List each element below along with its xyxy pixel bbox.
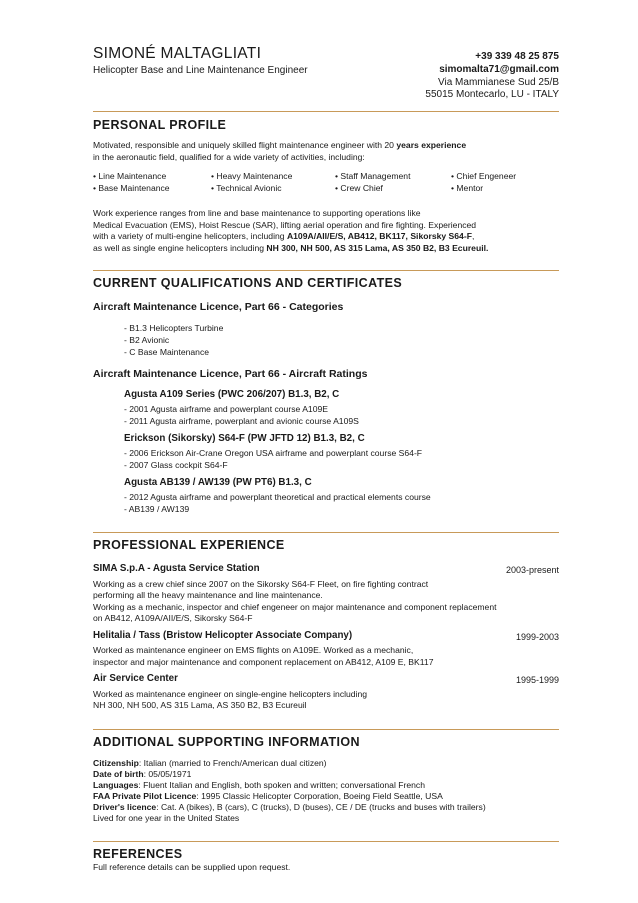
ratings-title: Aircraft Maintenance Licence, Part 66 - Aircraft Ratings xyxy=(93,368,368,380)
experience-summary-line: with a variety of multi-engine helicopters, including A109A/AII/E/S, AB412, BK117, Sikorsky S64-F, xyxy=(93,231,475,241)
aircraft-course-item: - 2006 Erickson Air-Crane Oregon USA airframe and powerplant course S64-F xyxy=(124,448,423,458)
address-line-2: 55015 Montecarlo, LU - ITALY xyxy=(425,89,559,100)
aircraft-course-item: - AB139 / AW139 xyxy=(124,504,190,514)
category-item: - B1.3 Helicopters Turbine xyxy=(124,323,224,333)
email[interactable]: simomalta71@gmail.com xyxy=(439,64,559,75)
section-heading-experience: PROFESSIONAL EXPERIENCE xyxy=(93,538,285,552)
aircraft-rating-title: Erickson (Sikorsky) S64-F (PW JFTD 12) B1.3, B2, C xyxy=(124,433,365,444)
address-line-1: Via Mammianese Sud 25/B xyxy=(438,77,559,88)
section-heading-profile: PERSONAL PROFILE xyxy=(93,118,227,132)
skill-item: • Technical Avionic xyxy=(211,183,282,193)
job-company: SIMA S.p.A - Agusta Service Station xyxy=(93,563,260,574)
candidate-name: SIMONÉ MALTAGLIATI xyxy=(93,45,262,62)
job-description-line: Worked as maintenance engineer on EMS flights on A109E. Worked as a mechanic, xyxy=(93,645,414,655)
skill-item: • Heavy Maintenance xyxy=(211,171,293,181)
references-text: Full reference details can be supplied upon request. xyxy=(93,862,291,872)
job-title: Helicopter Base and Line Maintenance Engineer xyxy=(93,65,308,76)
aircraft-course-item: - 2007 Glass cockpit S64-F xyxy=(124,460,228,470)
phone: +39 339 48 25 875 xyxy=(475,51,559,62)
job-company: Air Service Center xyxy=(93,673,178,684)
job-description-line: inspector and major maintenance and component replacement on AB412, A109 E, BK117 xyxy=(93,657,434,667)
aircraft-course-item: - 2012 Agusta airframe and powerplant theoretical and practical elements course xyxy=(124,492,431,502)
section-heading-additional: ADDITIONAL SUPPORTING INFORMATION xyxy=(93,735,360,749)
info-row: FAA Private Pilot Licence: 1995 Classic Helicopter Corporation, Boeing Field Seattle, USA xyxy=(93,791,443,801)
job-description-line: Worked as maintenance engineer on single-engine helicopters including xyxy=(93,689,368,699)
skill-item: • Line Maintenance xyxy=(93,171,167,181)
experience-summary-line: Medical Evacuation (EMS), Hoist Rescue (SAR), lifting aerial operation and fire fighting. Experienced xyxy=(93,220,477,230)
skill-item: • Chief Engeneer xyxy=(451,171,517,181)
experience-summary-line: Work experience ranges from line and base maintenance to supporting operations like xyxy=(93,208,421,218)
skill-item: • Mentor xyxy=(451,183,484,193)
info-row: Date of birth: 05/05/1971 xyxy=(93,769,192,779)
profile-intro-line-2: in the aeronautic field, qualified for a wide variety of activities, including: xyxy=(93,152,365,162)
job-dates: 1999-2003 xyxy=(515,632,559,642)
section-divider xyxy=(93,729,559,730)
aircraft-rating-title: Agusta A109 Series (PWC 206/207) B1.3, B2, C xyxy=(124,389,340,400)
category-item: - C Base Maintenance xyxy=(124,347,210,357)
category-item: - B2 Avionic xyxy=(124,335,170,345)
skill-item: • Base Maintenance xyxy=(93,183,170,193)
experience-summary-line: as well as single engine helicopters including NH 300, NH 500, AS 315 Lama, AS 350 B2, B3 Ecureuil. xyxy=(93,243,489,253)
section-heading-references: REFERENCES xyxy=(93,847,183,861)
section-heading-qualifications: CURRENT QUALIFICATIONS AND CERTIFICATES xyxy=(93,276,403,290)
aircraft-rating-title: Agusta AB139 / AW139 (PW PT6) B1.3, C xyxy=(124,477,312,488)
job-description-line: NH 300, NH 500, AS 315 Lama, AS 350 B2, B3 Ecureuil xyxy=(93,700,307,710)
section-divider xyxy=(93,532,559,533)
aircraft-course-item: - 2011 Agusta airframe, powerplant and avionic course A109S xyxy=(124,416,359,426)
job-description-line: Working as a mechanic, inspector and chief engeneer on major maintenance and component replacement xyxy=(93,602,497,612)
job-description-line: Working as a crew chief since 2007 on the Sikorsky S64-F Fleet, on fire fighting contract xyxy=(93,579,429,589)
job-company: Helitalia / Tass (Bristow Helicopter Associate Company) xyxy=(93,630,353,641)
job-dates: 1995-1999 xyxy=(515,675,559,685)
job-dates: 2003-present xyxy=(505,565,559,575)
job-description-line: on AB412, A109A/AII/E/S, Sikorsky S64-F xyxy=(93,613,253,623)
info-row: Driver's licence: Cat. A (bikes), B (cars), C (trucks), D (buses), CE / DE (trucks and buses with trailers) xyxy=(93,802,486,812)
section-divider xyxy=(93,841,559,842)
section-divider xyxy=(93,270,559,271)
info-row: Languages: Fluent Italian and English, both spoken and written; conversational French xyxy=(93,780,426,790)
job-description-line: performing all the heavy maintenance and line maintenance. xyxy=(93,590,323,600)
skill-item: • Staff Management xyxy=(335,171,411,181)
profile-intro-line-1: Motivated, responsible and uniquely skilled flight maintenance engineer with 20 years experience xyxy=(93,140,467,150)
categories-title: Aircraft Maintenance Licence, Part 66 - Categories xyxy=(93,301,344,313)
skill-item: • Crew Chief xyxy=(335,183,383,193)
section-divider xyxy=(93,111,559,112)
info-row: Lived for one year in the United States xyxy=(93,813,240,823)
info-row: Citizenship: Italian (married to French/American dual citizen) xyxy=(93,758,327,768)
aircraft-course-item: - 2001 Agusta airframe and powerplant course A109E xyxy=(124,404,328,414)
